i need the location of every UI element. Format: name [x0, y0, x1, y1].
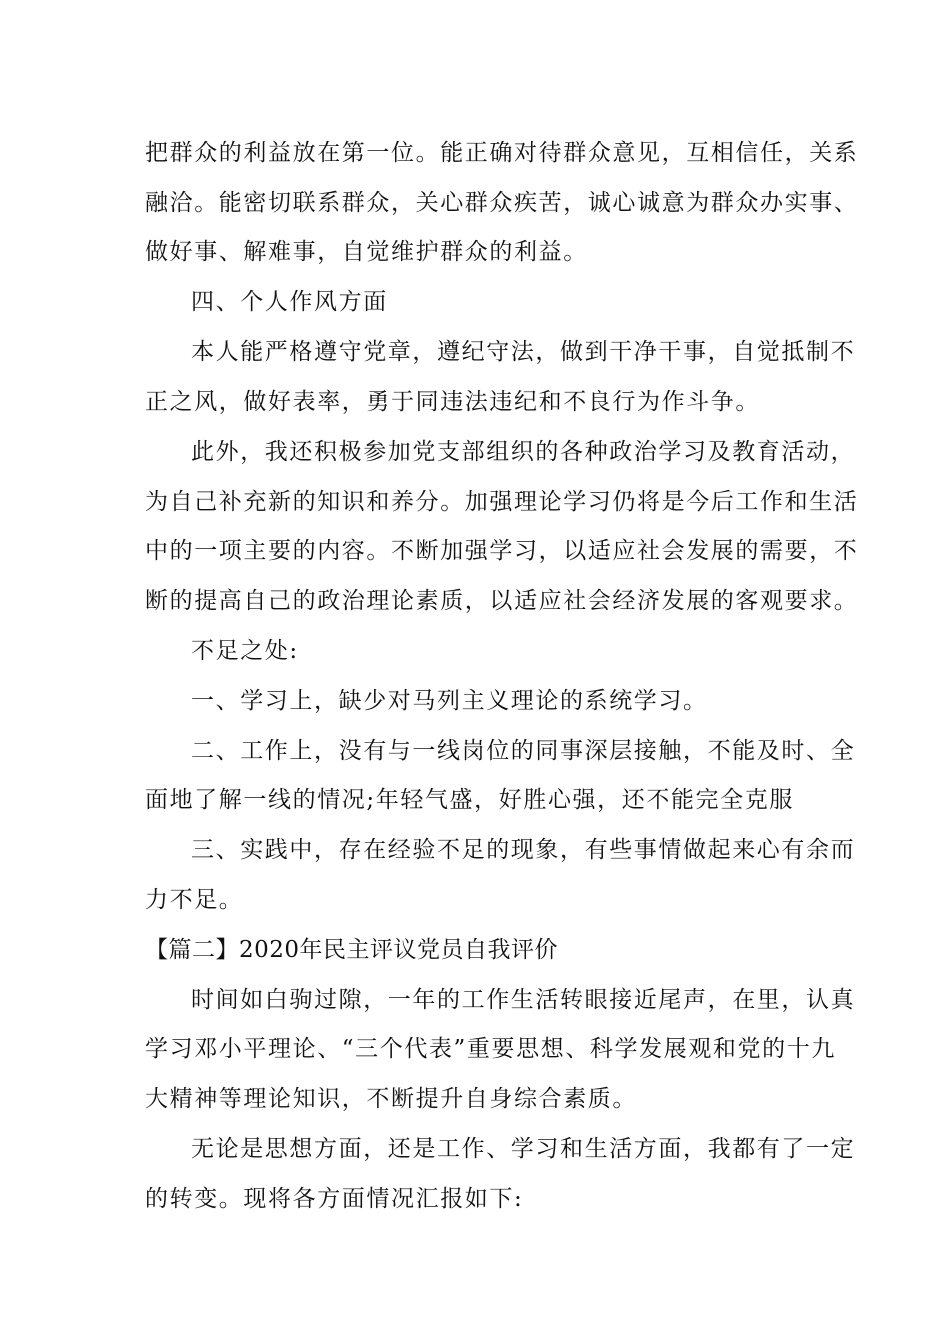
body-text-line: 为自己补充新的知识和养分。加强理论学习仍将是今后工作和生活	[145, 489, 859, 515]
article-title: 【篇二】2020年民主评议党员自我评价	[145, 937, 559, 963]
body-text-line: 断的提高自己的政治理论素质，以适应社会经济发展的客观要求。	[145, 588, 859, 614]
list-item: 一、学习上，缺少对马列主义理论的系统学习。	[191, 688, 708, 714]
body-text-line: 正之风，做好表率，勇于同违法违纪和不良行为作斗争。	[145, 389, 760, 415]
list-item: 二、工作上，没有与一线岗位的同事深层接触，不能及时、全	[191, 738, 856, 764]
body-text-line: 做好事、解难事，自觉维护群众的利益。	[145, 239, 588, 265]
body-text-line: 本人能严格遵守党章，遵纪守法，做到干净干事，自觉抵制不	[191, 339, 856, 365]
body-text-line: 无论是思想方面，还是工作、学习和生活方面，我都有了一定	[191, 1136, 856, 1162]
body-text-line: 面地了解一线的情况;年轻气盛，好胜心强，还不能完全克服	[145, 787, 794, 813]
body-text-line: 学习邓小平理论、“三个代表”重要思想、科学发展观和党的十九	[145, 1036, 836, 1062]
body-text-line: 把群众的利益放在第一位。能正确对待群众意见，互相信任，关系	[145, 140, 859, 166]
body-text-line: 时间如白驹过隙，一年的工作生活转眼接近尾声，在里，认真	[191, 987, 856, 1013]
body-text-line: 力不足。	[145, 887, 244, 913]
body-text-line: 此外，我还积极参加党支部组织的各种政治学习及教育活动，	[191, 439, 856, 465]
body-text-line: 中的一项主要的内容。不断加强学习，以适应社会发展的需要，不	[145, 538, 859, 564]
list-item: 三、实践中，存在经验不足的现象，有些事情做起来心有余而	[191, 837, 856, 863]
body-text-line: 融洽。能密切联系群众，关心群众疾苦，诚心诚意为群众办实事、	[145, 190, 859, 216]
section-heading: 四、个人作风方面	[191, 289, 388, 315]
body-text-line: 的转变。现将各方面情况汇报如下:	[145, 1186, 524, 1212]
body-text-line: 大精神等理论知识，不断提升自身综合素质。	[145, 1086, 637, 1112]
section-heading: 不足之处:	[191, 638, 299, 664]
